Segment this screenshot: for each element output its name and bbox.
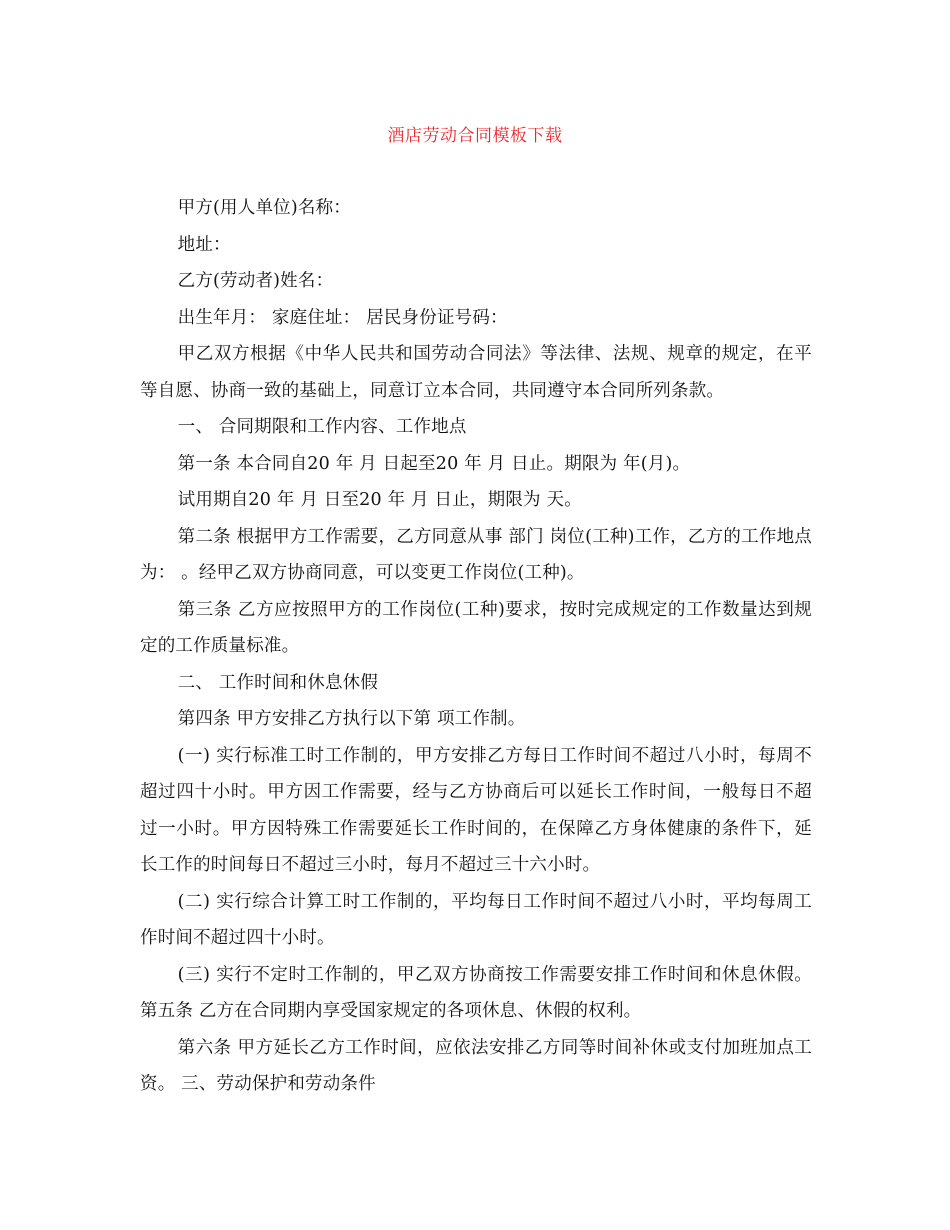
paragraph-employee-name: 乙方(劳动者)姓名： xyxy=(177,271,334,291)
paragraph-personal-info: 出生年月： 家庭住址： 居民身份证号码： xyxy=(177,307,508,328)
document-title: 酒店劳动合同模板下载 xyxy=(387,126,563,146)
section-heading-1: 一、 合同期限和工作内容、工作地点 xyxy=(177,417,467,437)
article-1: 第一条 本合同自20 年 月 日起至20 年 月 日止。期限为 年(月)。 xyxy=(177,453,691,474)
paragraph-probation: 试用期自20 年 月 日至20 年 月 日止，期限为 天。 xyxy=(177,490,582,510)
article-4: 第四条 甲方安排乙方执行以下第 项工作制。 xyxy=(177,709,526,729)
document-body xyxy=(140,190,812,1103)
article-6: 第六条 甲方延长乙方工作时间，应依法安排乙方同等时间补休或支付加班加点工资。 三、劳动保护和劳动条件 xyxy=(140,1037,812,1094)
paragraph-preamble: 甲乙双方根据《中华人民共和国劳动合同法》等法律、法规、规章的规定，在平等自愿、协商一致的基础上，同意订立本合同，共同遵守本合同所列条款。 xyxy=(140,344,812,401)
article-2: 第二条 根据甲方工作需要，乙方同意从事 部门 岗位(工种)工作，乙方的工作地点为： 。经甲乙双方协商同意，可以变更工作岗位(工种)。 xyxy=(140,526,812,583)
section-heading-2: 二、 工作时间和休息休假 xyxy=(177,672,379,693)
clause-comprehensive-hours: (二) 实行综合计算工时工作制的，平均每日工作时间不超过八小时，平均每周工作时间不超过四十小时。 xyxy=(140,891,812,948)
paragraph-address: 地址： xyxy=(177,234,231,255)
clause-flexible-hours: (三) 实行不定时工作制的，甲乙双方协商按工作需要安排工作时间和休息休假。 第五条 乙方在合同期内享受国家规定的各项休息、休假的权利。 xyxy=(140,964,812,1021)
clause-standard-hours: (一) 实行标准工时工作制的，甲方安排乙方每日工作时间不超过八小时，每周不超过四十小时。甲方因工作需要，经与乙方协商后可以延长工作时间，一般每日不超过一小时。甲方因特殊工作需要延长工作时间的，在保障乙方身体健康的条件下，延长工作的时间每日不超过三小时，每月不超过三十六小时。 xyxy=(140,745,812,875)
paragraph-employer-name: 甲方(用人单位)名称： xyxy=(177,198,351,218)
article-3: 第三条 乙方应按照甲方的工作岗位(工种)要求，按时完成规定的工作数量达到规定的工作质量标准。 xyxy=(140,599,812,656)
